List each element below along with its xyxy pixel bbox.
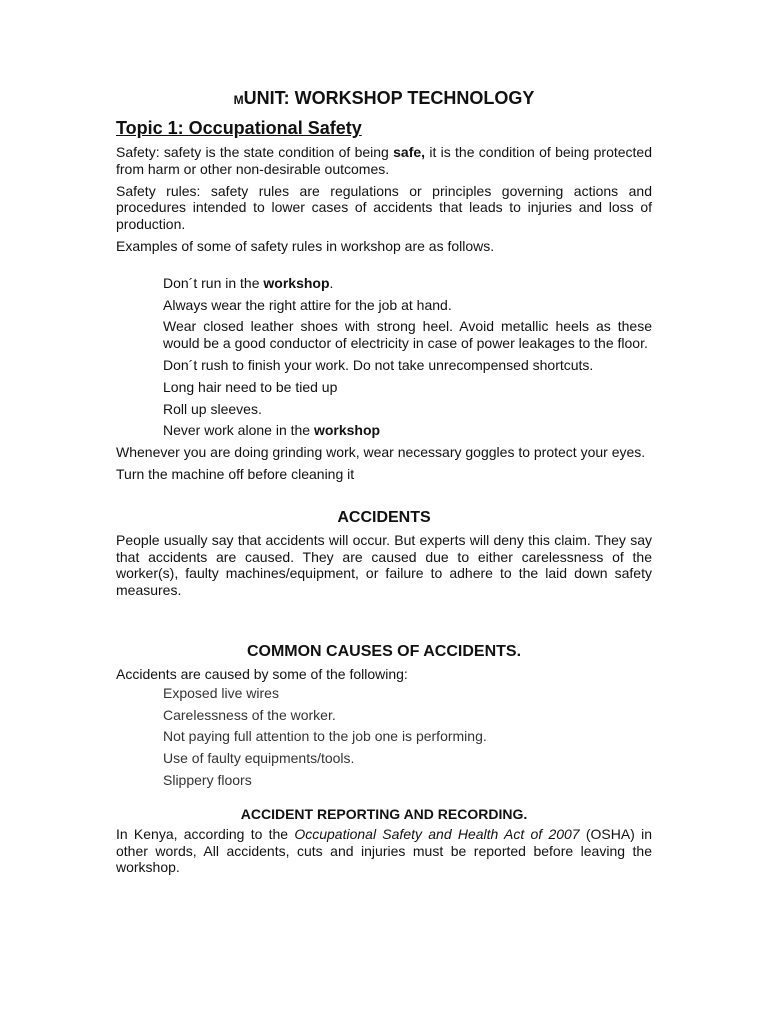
safety-rules-definition: Safety rules: safety rules are regulations or principles governing actions and procedures intended to lower cases of accidents that leads to injuries and loss of production. (116, 182, 652, 233)
safety-def-bold: safe, (393, 144, 426, 160)
causes-heading: COMMON CAUSES OF ACCIDENTS. (246, 642, 522, 660)
rule-item: Wear closed leather shoes with strong heel. Avoid metallic heels as these would be a good conductor of electricity in case of power leakages to the floor. (163, 318, 652, 352)
rule-item (163, 275, 652, 292)
rule-1-after: . (329, 274, 334, 291)
cause-item: Use of faulty equipments/tools. (163, 750, 355, 767)
reporting-after: (OSHA) in other words, All accidents, cuts and injuries must be reported before leaving the workshop. (116, 825, 652, 876)
safety-def-before: Safety: safety is the state condition of being (116, 144, 394, 160)
rule-item: Always wear the right attire for the job at hand. (163, 296, 452, 313)
grinding-note: Whenever you are doing grinding work, wear necessary goggles to protect your eyes. (116, 444, 646, 461)
rule-1-before: Don´t run in the (163, 274, 264, 291)
machine-note: Turn the machine off before cleaning it (116, 465, 355, 482)
rule-item: Long hair need to be tied up (163, 378, 338, 395)
causes-intro: Accidents are caused by some of the following: (116, 665, 408, 682)
cause-item: Exposed live wires (163, 684, 279, 701)
safety-definition (116, 144, 652, 178)
rule-7-before: Never work alone in the (163, 422, 314, 439)
examples-intro: Examples of some of safety rules in workshop are as follows. (116, 237, 495, 254)
rule-item (163, 422, 652, 439)
topic-title: Topic 1: Occupational Safety (116, 118, 362, 138)
safety-def-after: it is the condition of being protected from harm or other non-desirable outcomes. (116, 144, 652, 177)
accidents-body: People usually say that accidents will occur. But experts will deny this claim. They say that accidents are caused. They are caused due to either carelessness of the worker(s), faulty machines/equipment, or failure to adhere to the laid down safety measures. (116, 531, 652, 599)
rule-item: Don´t rush to finish your work. Do not take unrecompensed shortcuts. (163, 356, 594, 373)
document-page (116, 86, 652, 881)
cause-item: Slippery floors (163, 771, 252, 788)
reporting-before: In Kenya, according to the (116, 825, 295, 842)
causes-list (163, 685, 652, 789)
accidents-heading: ACCIDENTS (337, 508, 431, 526)
rule-1-bold: workshop (263, 274, 330, 291)
rule-7-bold: workshop (313, 422, 381, 439)
reporting-heading: ACCIDENT REPORTING AND RECORDING. (240, 805, 528, 822)
rule-item: Roll up sleeves. (163, 400, 262, 417)
cause-item: Not paying full attention to the job one is performing. (163, 728, 487, 745)
unit-title-prefix: M (233, 93, 244, 107)
reporting-italic: Occupational Safety and Health Act of 2007 (294, 825, 580, 842)
unit-title (116, 86, 652, 112)
unit-title-text: UNIT: WORKSHOP TECHNOLOGY (243, 88, 535, 108)
safety-rules-list (163, 275, 652, 439)
reporting-body (116, 826, 652, 876)
cause-item: Carelessness of the worker. (163, 706, 336, 723)
